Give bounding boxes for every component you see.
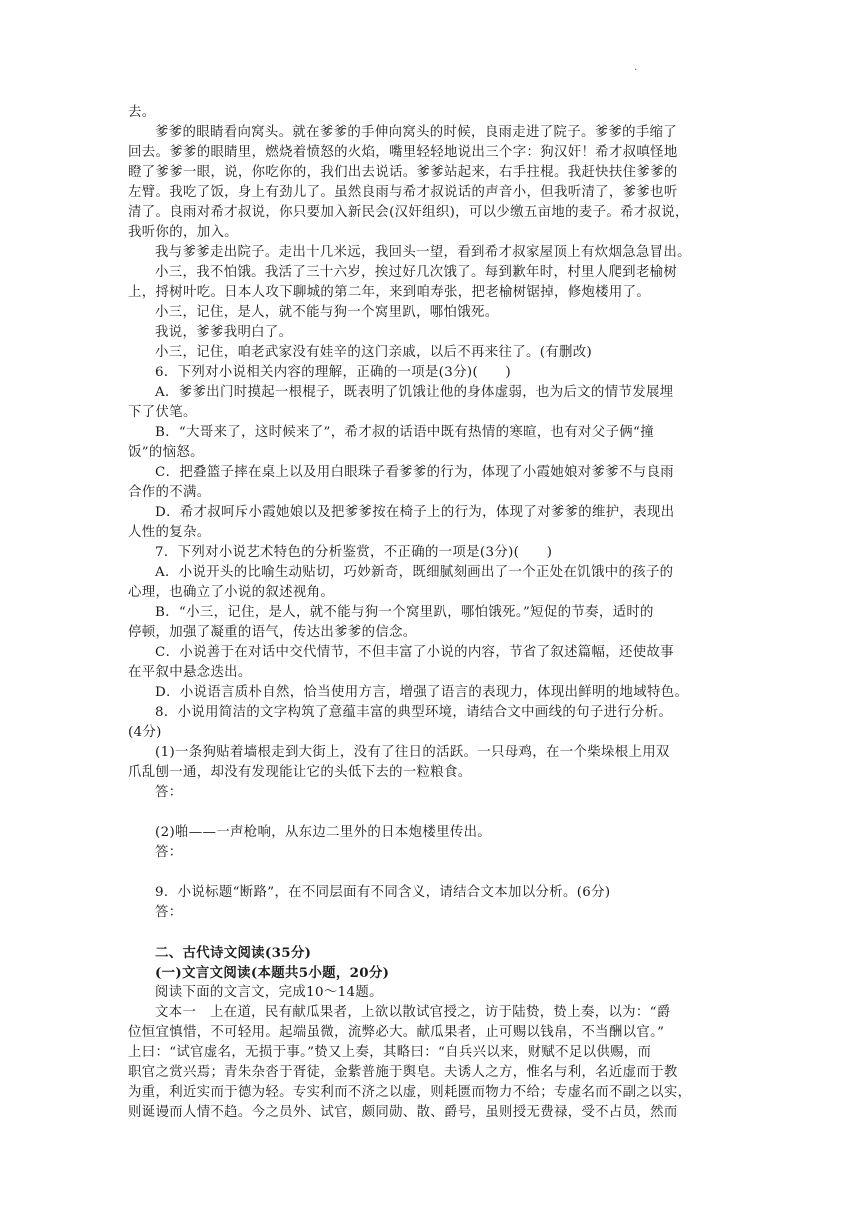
text-line: D．希才叔呵斥小霞她娘以及把爹爹按在椅子上的行为，体现了对爹爹的维护，表现出 — [155, 505, 675, 520]
document-body — [128, 103, 730, 1123]
text-line: 清了。良雨对希才叔说，你只要加入新民会(汉奸组织)，可以少缴五亩地的麦子。希才叔说， — [128, 205, 689, 220]
text-line: 小三，记住，咱老武家没有娃辛的这门亲戚，以后不再来往了。(有删改) — [155, 345, 593, 360]
text-line: A．爹爹出门时摸起一根棍子，既表明了饥饿让他的身体虚弱，也为后文的情节发展埋 — [155, 385, 674, 400]
text-line: 答： — [155, 845, 183, 860]
text-line: 心理，也确立了小说的叙述视角。 — [128, 585, 335, 600]
text-line: 爪乱刨一通，却没有发现能让它的头低下去的一粒粮食。 — [128, 765, 472, 780]
text-line: 合作的不满。 — [128, 485, 211, 500]
answer-space — [128, 803, 730, 823]
text-line: B．“大哥来了，这时候来了”，希才叔的话语中既有热情的寒暄，也有对父子俩“撞 — [155, 425, 654, 440]
text-line: 我与爹爹走出院子。走出十几米远，我回头一望，看到希才叔家屋顶上有炊烟急急冒出。 — [155, 245, 691, 260]
text-line: 我说，爹爹我明白了。 — [155, 325, 293, 340]
text-line: 上，捋树叶吃。日本人攻下聊城的第二年，来到咱寿张，把老榆树锯掉，修炮楼用了。 — [128, 285, 651, 300]
text-line: 7．下列对小说艺术特色的分析鉴赏，不正确的一项是(3分)( ) — [155, 545, 553, 560]
text-line: D．小说语言质朴自然，恰当使用方言，增强了语言的表现力，体现出鲜明的地域特色。 — [155, 685, 689, 700]
text-line: 9．小说标题“断路”，在不同层面有不同含义，请结合文本加以分析。(6分) — [155, 885, 611, 900]
text-line: 位恒宜慎惜，不可轻用。起端虽微，流弊必大。献瓜果者，止可赐以钱帛，不当酬以官。” — [128, 1025, 665, 1040]
text-line: 为重，利近实而于德为轻。专实利而不济之以虚，则耗匮而物力不给；专虚名而不副之以实， — [128, 1085, 692, 1100]
text-line: (4分) — [128, 725, 162, 740]
text-line: (2)啪——一声枪响，从东边二里外的日本炮楼里传出。 — [155, 825, 492, 840]
text-line: 饭”的恼怒。 — [128, 445, 204, 460]
text-line: 下了伏笔。 — [128, 405, 197, 420]
text-line: (1)一条狗贴着墙根走到大街上，没有了往日的活跃。一只母鸡，在一个柴垛根上用双 — [155, 745, 670, 760]
text-line: 回去。爹爹的眼睛里，燃烧着愤怒的火焰，嘴里轻轻地说出三个字：狗汉奸！希才叔嗔怪地 — [128, 145, 678, 160]
text-line: 去。 — [128, 105, 156, 120]
text-line: 小三，我不怕饿。我活了三十六岁，挨过好几次饿了。每到歉年时，村里人爬到老榆树 — [155, 265, 678, 280]
text-line: 则诞谩而人情不趋。今之员外、试官，颇同勋、散、爵号，虽则授无费禄，受不占员，然而 — [128, 1105, 678, 1120]
text-line: B．“小三，记住，是人，就不能与狗一个窝里趴，哪怕饿死。”短促的节奏，适时的 — [155, 605, 654, 620]
text-line: 瞪了爹爹一眼，说，你吃你的，我们出去说话。爹爹站起来，右手拄棍。我赶快扶住爹爹的 — [128, 165, 678, 180]
text-line: C．小说善于在对话中交代情节，不但丰富了小说的内容，节省了叙述篇幅，还使故事 — [155, 645, 674, 660]
text-line: 停顿，加强了凝重的语气，传达出爹爹的信念。 — [128, 625, 417, 640]
answer-space — [128, 923, 730, 943]
text-line: 爹爹的眼睛看向窝头。就在爹爹的手伸向窝头的时候，良雨走进了院子。爹爹的手缩了 — [155, 125, 678, 140]
text-line: 答： — [155, 905, 183, 920]
text-line: 答： — [155, 785, 183, 800]
text-line: 左臂。我吃了饭，身上有劲儿了。虽然良雨与希才叔说话的声音小，但我听清了，爹爹也听 — [128, 185, 678, 200]
text-line: 上曰：“试官虚名，无损于事。”贽又上奏，其略曰：“自兵兴以来，财赋不足以供赐，而 — [128, 1045, 652, 1060]
text-line: A．小说开头的比喻生动贴切，巧妙新奇，既细腻刻画出了一个正处在饥饿中的孩子的 — [155, 565, 674, 580]
text-line: 阅读下面的文言文，完成10～14题。 — [155, 985, 383, 1000]
text-line: 人性的复杂。 — [128, 525, 211, 540]
text-line: 二、古代诗文阅读(35分) — [155, 945, 312, 961]
text-line: 8．小说用简洁的文字构筑了意蕴丰富的典型环境，请结合文中画线的句子进行分析。 — [155, 705, 673, 720]
answer-space — [128, 863, 730, 883]
text-line: C．把叠篮子摔在桌上以及用白眼珠子看爹爹的行为，体现了小霞她娘对爹爹不与良雨 — [155, 465, 674, 480]
text-line: 6．下列对小说相关内容的理解，正确的一项是(3分)( ) — [155, 365, 512, 380]
text-line: 小三，记住，是人，就不能与狗一个窝里趴，哪怕饿死。 — [155, 305, 499, 320]
text-line: 在平叙中悬念迭出。 — [128, 665, 252, 680]
text-line: 文本一 上在道，民有献瓜果者，上欲以散试官授之，访于陆贽，贽上奏，以为：“爵 — [155, 1005, 671, 1020]
text-line: (一)文言文阅读(本题共5小题，20分) — [155, 965, 390, 981]
text-line: 职官之赏兴焉；青朱杂沓于胥徒，金紫普施于舆皂。夫诱人之方，惟名与利，名近虚而于教 — [128, 1065, 678, 1080]
page-corner-dot: . — [634, 62, 638, 73]
text-line: 我听你的，加入。 — [128, 225, 238, 240]
